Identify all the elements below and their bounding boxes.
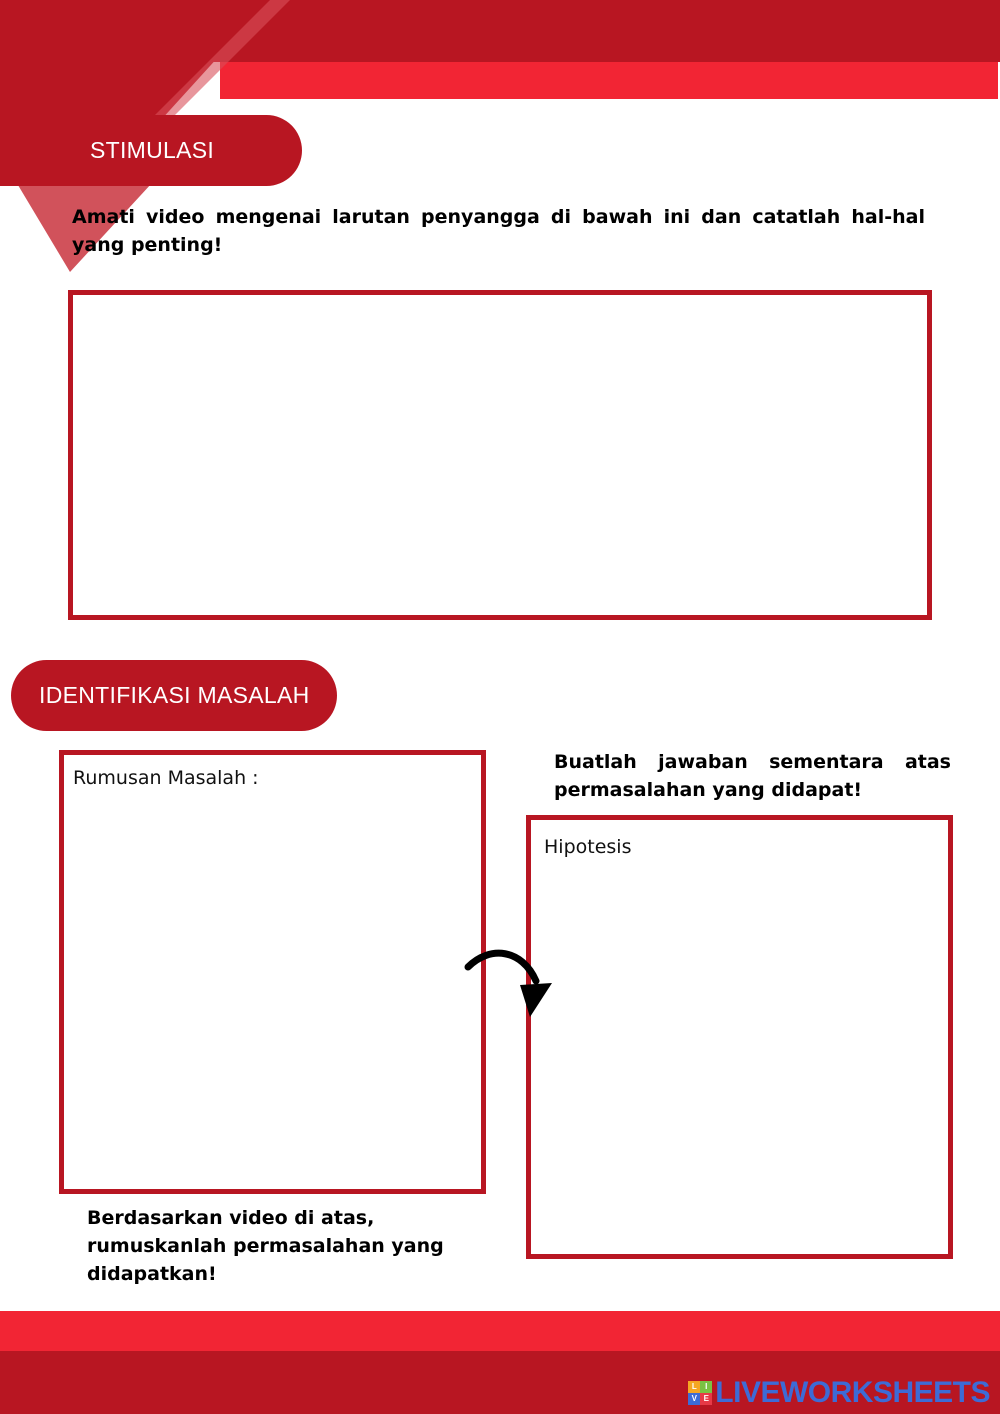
hipotesis-label: Hipotesis (544, 836, 632, 858)
rumusan-instruction: Berdasarkan video di atas, rumuskanlah permasalahan yang didapatkan! (87, 1207, 444, 1285)
hipotesis-box[interactable] (526, 815, 953, 1259)
stimulasi-section-title (0, 115, 302, 186)
stimulasi-title-text: STIMULASI (90, 137, 215, 163)
rumusan-masalah-box[interactable] (59, 750, 486, 1194)
hipotesis-instruction: Buatlah jawaban sementara atas permasalahan yang didapat! (554, 751, 951, 801)
logo-mark-letter: I (700, 1381, 712, 1393)
liveworksheets-logo-text: LIVEWORKSHEETS (715, 1376, 990, 1409)
curved-arrow-icon (460, 945, 560, 1025)
identifikasi-title-text: IDENTIFIKASI MASALAH (39, 682, 310, 708)
rumusan-masalah-label: Rumusan Masalah : (73, 767, 259, 789)
logo-mark-letter: V (688, 1393, 700, 1405)
logo-mark-letter: L (688, 1381, 700, 1393)
footer-band-light (0, 1311, 1000, 1351)
footer-band-dark (0, 1351, 1000, 1414)
stimulasi-instruction: Amati video mengenai larutan penyangga di bawah ini dan catatlah hal-hal yang penting! (72, 206, 925, 256)
video-answer-box[interactable] (68, 290, 932, 620)
liveworksheets-mark-icon (688, 1381, 712, 1405)
identifikasi-section-title (11, 660, 337, 731)
liveworksheets-logo (688, 1376, 990, 1410)
logo-mark-letter: E (700, 1393, 712, 1405)
